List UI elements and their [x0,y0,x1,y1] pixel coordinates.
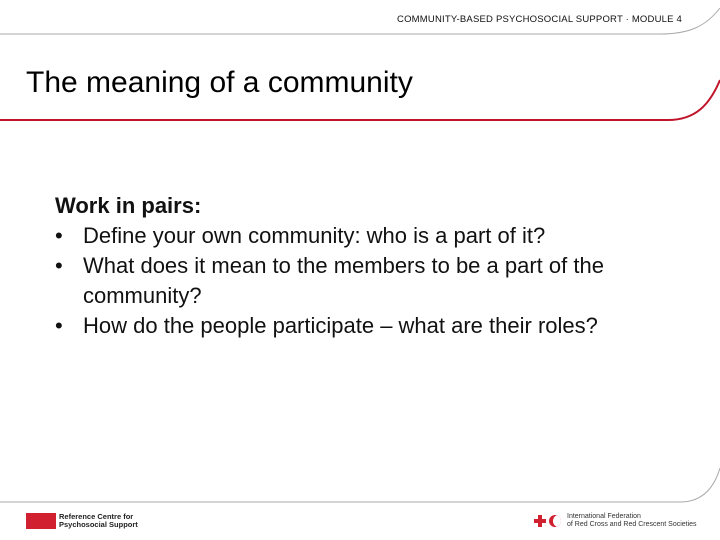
reference-centre-logo [26,513,138,529]
red-cross-icon [534,515,546,527]
ifrc-logo [534,513,697,529]
bullet-text: How do the people participate – what are their roles? [83,313,598,338]
slide-title: The meaning of a community [26,66,413,99]
reference-centre-logo-text [59,513,138,529]
bullet-icon: • [55,313,63,338]
bullet-text: Define your own community: who is a part of it? [83,223,546,248]
ifrc-logo-text [567,513,697,529]
ifrc-line-2: of Red Cross and Red Crescent Societies [567,521,697,528]
bullet-icon: • [55,253,63,278]
bullet-list [55,221,675,341]
ifrc-emblem [534,515,561,527]
red-crescent-icon [549,515,561,527]
reference-centre-line-2: Psychosocial Support [59,520,138,529]
bullet-icon: • [55,223,63,248]
module-header: COMMUNITY-BASED PSYCHOSOCIAL SUPPORT · MODULE 4 [397,14,682,25]
bullet-text: What does it mean to the members to be a part of the community? [83,253,604,308]
list-item [55,251,675,311]
list-item [55,221,675,251]
ifrc-line-1: International Federation [567,513,641,520]
reference-centre-logo-icon [26,513,56,529]
reference-centre-line-1: Reference Centre for [59,512,134,521]
slide-content [55,191,675,341]
instruction-heading: Work in pairs: [55,193,202,218]
list-item [55,311,675,341]
footer-rule [0,468,720,502]
